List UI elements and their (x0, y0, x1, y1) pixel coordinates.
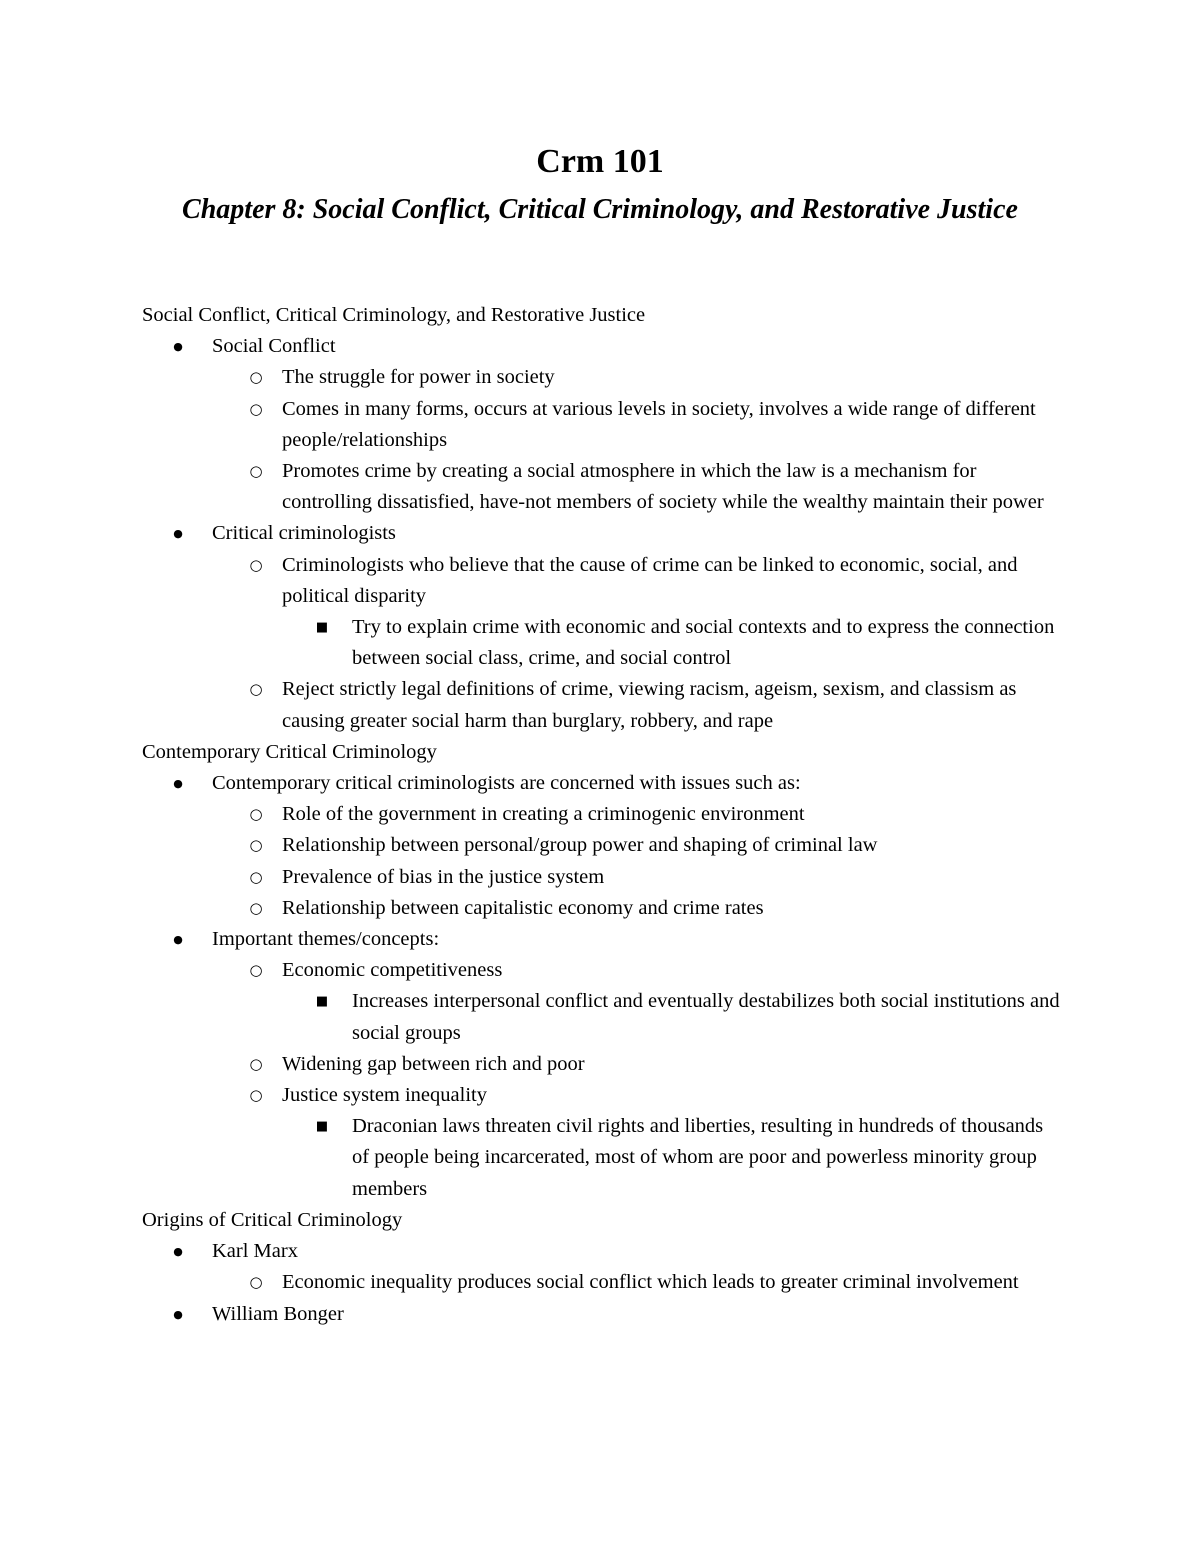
list-item (142, 768, 1062, 799)
list-item-text: Relationship between personal/group power and shaping of criminal law (282, 834, 878, 857)
list-item-text: The struggle for power in society (282, 366, 555, 389)
list-item-text: Promotes crime by creating a social atmosphere in which the law is a mechanism for controlling dissatisfied, have-not members of society while the wealthy maintain their power (282, 460, 1044, 514)
list-item-text: Relationship between capitalistic economy and crime rates (282, 896, 764, 919)
list-item-text: Widening gap between rich and poor (282, 1052, 585, 1075)
list-item (142, 799, 1062, 830)
square-bullet-icon: ■ (315, 620, 329, 636)
list-item-text: Try to explain crime with economic and social contexts and to express the connection between social class, crime, and social control (352, 616, 1055, 670)
hollow-circle-bullet-icon: ○ (249, 1054, 263, 1073)
hollow-circle-bullet-icon: ○ (249, 680, 263, 699)
list-item-text: William Bonger (212, 1302, 344, 1325)
list-item (142, 1049, 1062, 1080)
filled-circle-bullet-icon: ● (173, 527, 183, 541)
list-item-text: Important themes/concepts: (212, 928, 440, 951)
list-item-text: Prevalence of bias in the justice system (282, 865, 605, 888)
list-item-text: Role of the government in creating a criminogenic environment (282, 803, 805, 826)
list-item (142, 955, 1062, 986)
section-heading: Origins of Critical Criminology (142, 1208, 403, 1231)
list-item (142, 1299, 1062, 1330)
list-item-text: Criminologists who believe that the cause of crime can be linked to economic, social, and political disparity (282, 553, 1018, 607)
list-item-text: Comes in many forms, occurs at various levels in society, involves a wide range of different people/relationships (282, 397, 1036, 451)
square-bullet-icon: ■ (315, 994, 329, 1010)
list-item (142, 331, 1062, 362)
list-item (142, 924, 1062, 955)
list-item-text: Economic inequality produces social conflict which leads to greater criminal involvement (282, 1271, 1019, 1294)
list-item-text: Social Conflict (212, 335, 336, 358)
list-item (142, 1267, 1062, 1298)
list-item (142, 550, 1062, 612)
list-item (142, 862, 1062, 893)
hollow-circle-bullet-icon: ○ (249, 867, 263, 886)
list-item-text: Draconian laws threaten civil rights and liberties, resulting in hundreds of thousands of people being incarcerated, most of whom are poor and powerless minority group members (352, 1115, 1044, 1200)
hollow-circle-bullet-icon: ○ (249, 555, 263, 574)
list-item-text: Critical criminologists (212, 522, 396, 545)
hollow-circle-bullet-icon: ○ (249, 462, 263, 481)
list-item (142, 456, 1062, 518)
list-item (142, 362, 1062, 393)
list-item-text: Contemporary critical criminologists are concerned with issues such as: (212, 772, 801, 795)
section-heading: Social Conflict, Critical Criminology, and Restorative Justice (142, 304, 646, 326)
list-item (142, 394, 1062, 456)
notes-body (142, 300, 1062, 1330)
hollow-circle-bullet-icon: ○ (249, 898, 263, 917)
list-item-text: Justice system inequality (282, 1084, 487, 1107)
filled-circle-bullet-icon: ● (173, 777, 183, 791)
filled-circle-bullet-icon: ● (173, 1307, 183, 1321)
filled-circle-bullet-icon: ● (173, 1245, 183, 1259)
list-item (142, 1111, 1062, 1205)
hollow-circle-bullet-icon: ○ (249, 805, 263, 824)
hollow-circle-bullet-icon: ○ (249, 368, 263, 387)
filled-circle-bullet-icon: ● (173, 340, 183, 354)
section-heading: Contemporary Critical Criminology (142, 740, 437, 763)
square-bullet-icon: ■ (315, 1119, 329, 1135)
list-item (142, 1080, 1062, 1111)
list-item (142, 612, 1062, 674)
list-item (142, 674, 1062, 736)
list-item-text: Karl Marx (212, 1240, 298, 1263)
hollow-circle-bullet-icon: ○ (249, 1086, 263, 1105)
filled-circle-bullet-icon: ● (173, 933, 183, 947)
hollow-circle-bullet-icon: ○ (249, 836, 263, 855)
hollow-circle-bullet-icon: ○ (249, 961, 263, 980)
list-item (142, 518, 1062, 549)
document-title: Crm 101 (536, 143, 664, 180)
hollow-circle-bullet-icon: ○ (249, 399, 263, 418)
hollow-circle-bullet-icon: ○ (249, 1273, 263, 1292)
list-item-text: Economic competitiveness (282, 959, 503, 982)
list-item (142, 1236, 1062, 1267)
document-subtitle: Chapter 8: Social Conflict, Critical Criminology, and Restorative Justice (182, 194, 1018, 225)
list-item (142, 893, 1062, 924)
list-item-text: Increases interpersonal conflict and eventually destabilizes both social institutions and social groups (352, 990, 1060, 1044)
list-item (142, 830, 1062, 861)
list-item-text: Reject strictly legal definitions of crime, viewing racism, ageism, sexism, and classism as causing greater social harm than burglary, robbery, and rape (282, 678, 1017, 732)
list-item (142, 986, 1062, 1048)
